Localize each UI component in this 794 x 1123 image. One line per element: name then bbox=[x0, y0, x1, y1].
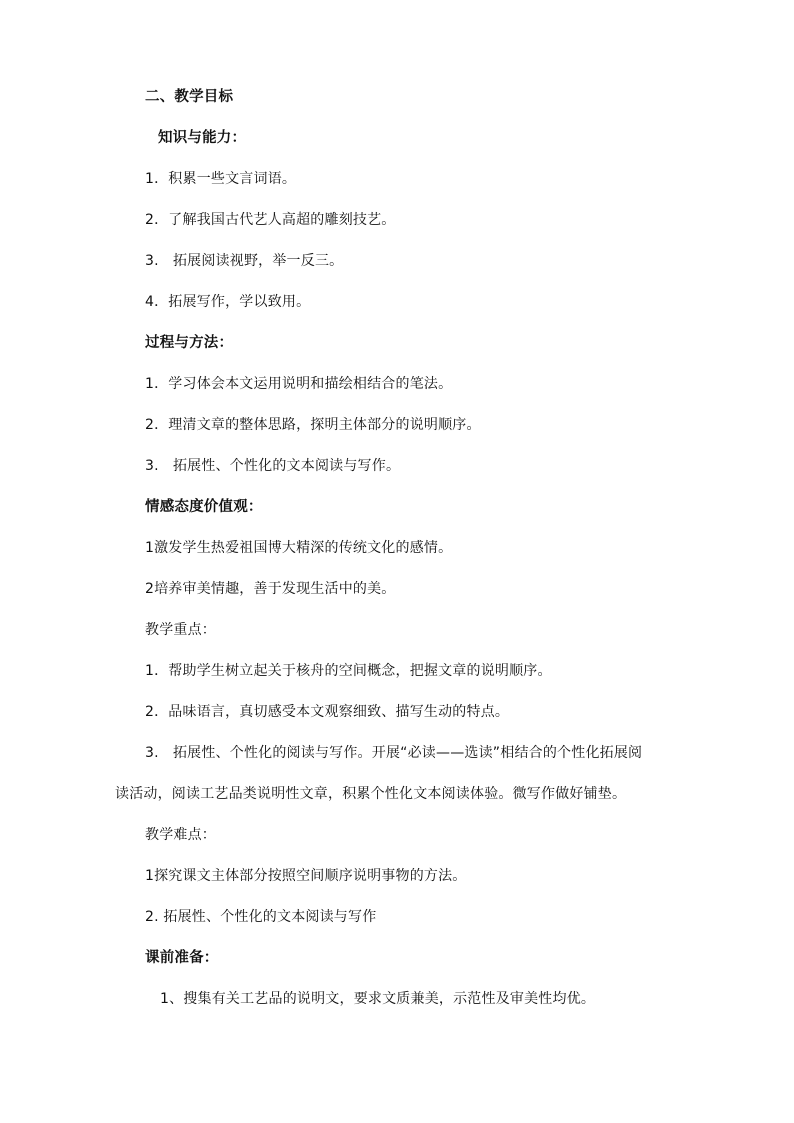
knowledge-item: 2．了解我国古代艺人高超的雕刻技艺。 bbox=[145, 212, 396, 228]
key-points-item: 3. 拓展性、个性化的阅读与写作。开展“必读——选读”相结合的个性化拓展阅 bbox=[145, 745, 643, 761]
process-item: 3. 拓展性、个性化的文本阅读与写作。 bbox=[145, 458, 401, 474]
knowledge-item: 3. 拓展阅读视野，举一反三。 bbox=[145, 253, 344, 269]
process-item: 1．学习体会本文运用说明和描绘相结合的笔法。 bbox=[145, 376, 453, 392]
knowledge-heading: 知识与能力： bbox=[158, 130, 247, 146]
emotion-heading: 情感态度价值观： bbox=[145, 499, 263, 515]
process-item: 2．理清文章的整体思路，探明主体部分的说明顺序。 bbox=[145, 417, 481, 433]
section-title: 二、教学目标 bbox=[145, 89, 234, 105]
process-heading: 过程与方法： bbox=[145, 335, 234, 351]
preparation-item: 1、搜集有关工艺品的说明文，要求文质兼美，示范性及审美性均优。 bbox=[160, 991, 596, 1007]
key-points-item: 1．帮助学生树立起关于核舟的空间概念，把握文章的说明顺序。 bbox=[145, 663, 552, 679]
knowledge-item: 4．拓展写作，学以致用。 bbox=[145, 294, 311, 310]
difficulties-heading: 教学难点： bbox=[145, 827, 216, 843]
emotion-item: 1激发学生热爱祖国博大精深的传统文化的感情。 bbox=[145, 540, 453, 556]
key-points-item: 2．品味语言，真切感受本文观察细致、描写生动的特点。 bbox=[145, 704, 510, 720]
knowledge-item: 1．积累一些文言词语。 bbox=[145, 171, 297, 187]
difficulties-item: 2. 拓展性、个性化的文本阅读与写作 bbox=[145, 909, 377, 925]
key-points-heading: 教学重点： bbox=[145, 622, 216, 638]
key-points-item-continuation: 读活动，阅读工艺品类说明性文章，积累个性化文本阅读体验。微写作做好铺垫。 bbox=[115, 786, 627, 802]
difficulties-item: 1探究课文主体部分按照空间顺序说明事物的方法。 bbox=[145, 868, 467, 884]
preparation-heading: 课前准备： bbox=[145, 950, 219, 966]
emotion-item: 2培养审美情趣，善于发现生活中的美。 bbox=[145, 581, 396, 597]
